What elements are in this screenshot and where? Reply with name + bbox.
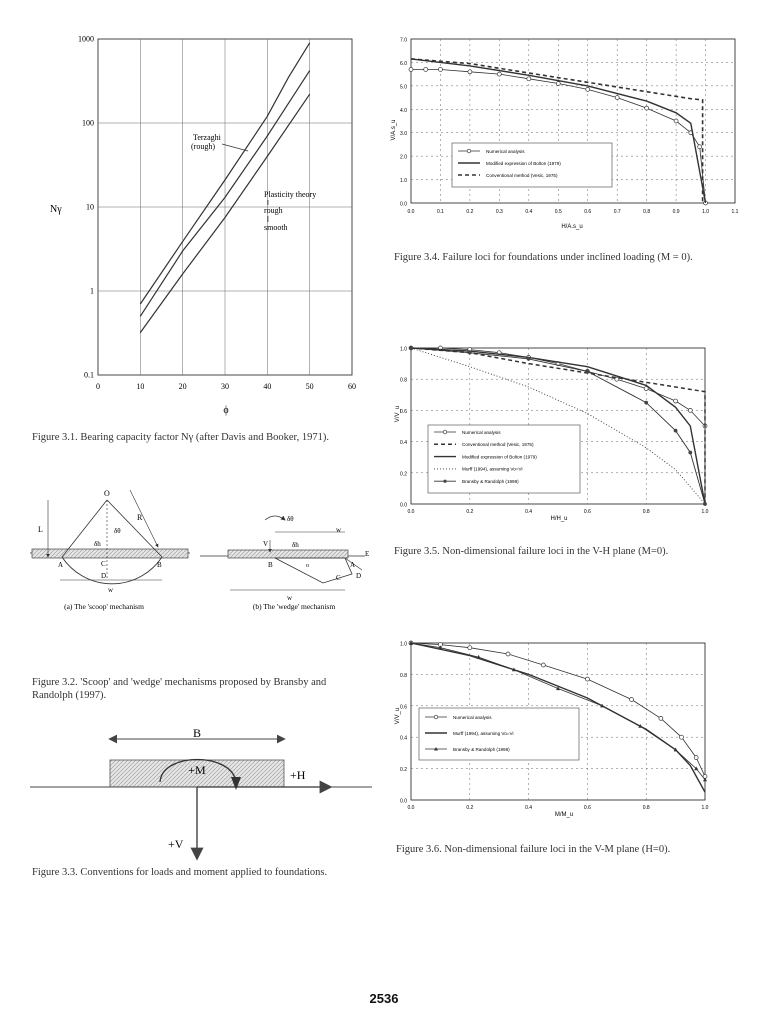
fig36-xtick-label: 0.0 <box>407 805 415 811</box>
fig34-caption: Figure 3.4. Failure loci for foundations under inclined loading (M = 0). <box>394 252 693 263</box>
fig36-ytick-label: 0.2 <box>400 767 407 774</box>
fig36-series-point-0 <box>630 698 634 702</box>
fig34-ytick-label: 6.0 <box>400 60 407 67</box>
wedge-label-w2: w <box>287 594 293 602</box>
fig35-ytick-label: 0.2 <box>400 471 407 478</box>
wedge-label-w: w <box>336 526 342 534</box>
fig34-ytick-label: 0.0 <box>400 201 407 208</box>
fig36-caption: Figure 3.6. Non-dimensional failure loci in the V-M plane (H=0). <box>396 844 671 855</box>
wedge-label-dh: δh <box>292 541 299 549</box>
fig34-xtick-label: 0.8 <box>643 209 651 215</box>
scoop-label-o: O <box>104 489 110 498</box>
fig34-ytick-label: 7.0 <box>400 37 407 44</box>
fig34-xtick-label: 0.3 <box>495 209 503 215</box>
fig36-ytick-label: 1.0 <box>400 641 407 648</box>
fig31-xtick-label: 0 <box>96 382 100 391</box>
scoop-label-l: L <box>38 525 43 534</box>
fig35-ytick-label: 0.0 <box>400 502 407 509</box>
fig35-legend-label-4: Bransby & Randolph (1998) <box>462 479 519 484</box>
fig34-legend-label-1: Modified expression of Bolton (1979) <box>486 160 561 166</box>
fig36-xtick-label: 0.2 <box>466 805 474 811</box>
fig31-xtick-label: 10 <box>136 382 145 391</box>
fig35-xtick-label: 0.6 <box>583 509 591 515</box>
fig31-annot-rough: rough <box>264 206 283 215</box>
fig36-ytick-label: 0.4 <box>400 735 407 742</box>
fig31-ylabel: Nγ <box>50 204 62 215</box>
fig36-series-point-0 <box>506 652 510 656</box>
fig36-xtick-label: 1.0 <box>701 805 709 811</box>
fig34-ytick-label: 2.0 <box>400 154 407 161</box>
fig36-ylabel: V/V_u <box>395 707 401 725</box>
fig36-ytick-label: 0.6 <box>400 704 407 711</box>
fig36-xtick-label: 0.6 <box>583 805 591 811</box>
fig34-ylabel: V/A.s_u <box>391 119 397 141</box>
fig36-xlabel: M/M_u <box>554 812 574 818</box>
fig34-ytick-label: 4.0 <box>400 107 407 114</box>
fig34-ytick-label: 5.0 <box>400 84 407 91</box>
fig34-xtick-label: 0.9 <box>672 209 680 215</box>
scoop-label-d: D <box>101 572 107 580</box>
fig36-series-point-0 <box>541 663 545 667</box>
fig35-ytick-label: 0.4 <box>400 440 407 447</box>
wedge-label-b: B <box>268 561 273 569</box>
fig36-legend-marker-0 <box>434 715 438 719</box>
fig35-ytick-label: 0.8 <box>400 377 407 384</box>
fig32-caption-line2: Randolph (1997). <box>32 690 107 701</box>
fig31-ytick-label: 1000 <box>78 34 94 44</box>
fig35-xlabel: H/H_u <box>550 516 568 522</box>
fig31-annot-terzaghi: Terzaghi <box>193 133 221 142</box>
fig34-xtick-label: 0.1 <box>436 209 444 215</box>
fig33-label-v: +V <box>168 837 184 851</box>
fig31-ytick-label: 100 <box>82 118 94 128</box>
fig32-caption-line1: Figure 3.2. 'Scoop' and 'wedge' mechanisms proposed by Bransby and <box>32 677 327 688</box>
fig35-xtick-label: 0.0 <box>407 509 415 515</box>
fig31-xtick-label: 40 <box>263 382 272 391</box>
fig34-xlabel: H/A.s_u <box>561 224 583 230</box>
scoop-label-r: R <box>137 513 143 522</box>
fig35-xtick-label: 0.4 <box>525 509 533 515</box>
fig34-xtick-label: 1.0 <box>702 209 710 215</box>
wedge-label-v: V <box>263 540 269 548</box>
fig36-xtick-label: 0.4 <box>525 805 533 811</box>
fig31-xtick-label: 50 <box>305 382 314 391</box>
fig35-ytick-label: 1.0 <box>400 346 407 353</box>
fig32-sub-a: (a) The 'scoop' mechanism <box>64 602 144 611</box>
fig33-label-b: B <box>192 726 202 740</box>
fig34-ytick-label: 1.0 <box>400 178 407 185</box>
scoop-label-b: B <box>157 561 162 569</box>
fig36-legend-label-1: Murff (1994), assuming Vo=Vi <box>453 730 514 736</box>
fig34-xtick-label: 0.4 <box>525 209 533 215</box>
fig34-ytick-label: 3.0 <box>400 131 407 138</box>
fig33-label-h: +H <box>290 768 306 782</box>
fig35-xtick-label: 0.8 <box>642 509 650 515</box>
fig31-annot-rough-paren: (rough) <box>191 142 215 151</box>
fig34-xtick-label: 0.5 <box>554 209 562 215</box>
fig31-annot-plasticity: Plasticity theory <box>264 190 317 199</box>
fig35-legend-label-1: Conventional method (Vesic, 1975) <box>462 442 534 448</box>
fig34-xtick-label: 1.1 <box>731 209 739 215</box>
scoop-label-c: C <box>101 560 106 568</box>
fig34-xtick-label: 0.2 <box>466 209 474 215</box>
fig35-legend-label-0: Numerical analysis <box>462 429 501 435</box>
scoop-label-dh: δh <box>94 540 101 548</box>
fig31-ytick-label: 0.1 <box>84 370 94 380</box>
fig31-annot-smooth: smooth <box>264 223 288 232</box>
fig35-ylabel: V/V_u <box>395 405 401 423</box>
fig36-series-point-0 <box>679 735 683 739</box>
fig35-caption: Figure 3.5. Non-dimensional failure loci in the V-H plane (M=0). <box>394 546 669 557</box>
fig31-xtick-label: 20 <box>178 382 187 391</box>
fig32-sub-b: (b) The 'wedge' mechanism <box>252 602 336 611</box>
fig36-xtick-label: 0.8 <box>642 805 650 811</box>
fig31-xtick-label: 60 <box>348 382 356 391</box>
fig36-series-point-0 <box>468 646 472 650</box>
fig36-legend-label-0: Numerical analysis <box>453 714 492 720</box>
fig31-xlabel: ϕ <box>223 405 229 416</box>
fig31-xtick-label: 30 <box>221 382 229 391</box>
wedge-label-d: D <box>356 572 362 580</box>
page-number: 2536 <box>369 991 399 1006</box>
fig31-caption: Figure 3.1. Bearing capacity factor Nγ (after Davis and Booker, 1971). <box>32 432 329 443</box>
fig31-ytick-label: 10 <box>86 202 94 212</box>
fig35-xtick-label: 1.0 <box>701 509 709 515</box>
fig35-legend-label-2: Modified expression of Bolton (1979) <box>462 454 537 460</box>
fig36-series-point-0 <box>694 756 698 760</box>
fig35-xtick-label: 0.2 <box>466 509 474 515</box>
fig34-xtick-label: 0.6 <box>584 209 592 215</box>
fig35-legend-label-3: Murff (1994), assuming Vo=Vi <box>462 466 523 472</box>
fig36-ytick-label: 0.8 <box>400 672 407 679</box>
scoop-label-w: w <box>108 586 114 594</box>
fig34-xtick-label: 0.7 <box>613 209 621 215</box>
wedge-label-e: E <box>365 550 370 558</box>
scoop-label-a: A <box>58 561 64 569</box>
fig34-legend-label-2: Conventional method (Vesic, 1975) <box>486 172 558 178</box>
fig34-xtick-label: 0.0 <box>407 209 415 215</box>
fig36-ytick-label: 0.0 <box>400 798 407 805</box>
wedge-label-c: C <box>336 574 341 582</box>
fig34-legend-label-0: Numerical analysis <box>486 148 525 154</box>
fig35-ytick-label: 0.6 <box>400 408 407 415</box>
wedge-label-o: o <box>306 563 309 569</box>
fig31-ytick-label: 1 <box>90 286 94 296</box>
fig36-legend-label-2: Bransby & Randolph (1998) <box>453 746 510 752</box>
wedge-label-a: A <box>350 561 356 569</box>
wedge-label-dtheta: δθ <box>287 515 294 523</box>
fig36-series-point-0 <box>585 677 589 681</box>
fig33-label-m: +M <box>188 763 206 777</box>
scoop-label-dtheta: δθ <box>114 527 121 535</box>
fig33-caption: Figure 3.3. Conventions for loads and moment applied to foundations. <box>32 867 328 878</box>
fig36-series-point-0 <box>659 716 663 720</box>
